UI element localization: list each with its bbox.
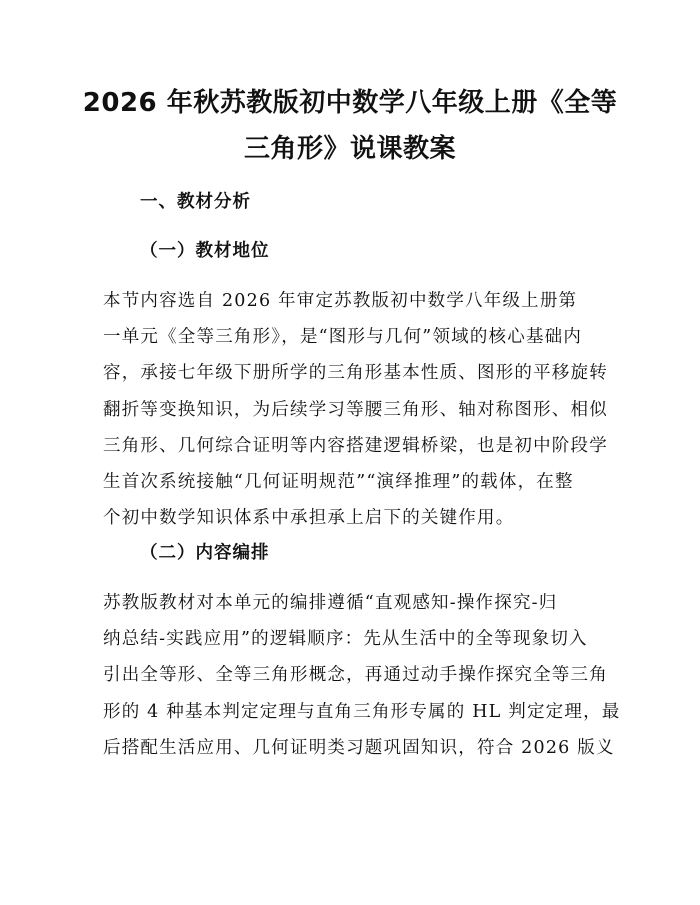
paragraph-line: 本节内容选自 2026 年审定苏教版初中数学八年级上册第 (103, 291, 578, 311)
paragraph-line: 个初中数学知识体系中承担承上启下的关键作用。 (103, 508, 515, 529)
subsection-heading-material-status: （一）教材地位 (140, 241, 270, 261)
paragraph-line: 引出全等形、全等三角形概念，再通过动手操作探究全等三角 (103, 665, 608, 686)
paragraph-line: 翻折等变换知识，为后续学习等腰三角形、轴对称图形、相似 (103, 399, 608, 420)
paragraph-line: 一单元《全等三角形》，是“图形与几何”领域的核心基础内 (103, 327, 583, 348)
paragraph-line: 纳总结-实践应用”的逻辑顺序：先从生活中的全等现象切入 (103, 629, 588, 650)
paragraph-line: 三角形、几何综合证明等内容搭建逻辑桥梁，也是初中阶段学 (103, 435, 608, 456)
paragraph-content-arrangement (103, 585, 621, 766)
document-title-line-2: 三角形》说课教案 (243, 134, 456, 164)
subsection-heading-content-arrangement: （二）内容编排 (140, 543, 270, 563)
paragraph-material-status (103, 283, 608, 536)
document-title-line-1: 2026 年秋苏教版初中数学八年级上册《全等 (82, 88, 618, 118)
section-heading-teaching-material-analysis: 一、教材分析 (140, 192, 251, 212)
paragraph-line: 形的 4 种基本判定定理与直角三角形专属的 HL 判定定理，最 (103, 701, 621, 722)
paragraph-line: 生首次系统接触“几何证明规范”“演绎推理”的载体，在整 (103, 471, 574, 492)
paragraph-line: 后搭配生活应用、几何证明类习题巩固知识，符合 2026 版义 (103, 737, 615, 758)
paragraph-line: 苏教版教材对本单元的编排遵循“直观感知-操作探究-归 (103, 593, 558, 613)
paragraph-line: 容，承接七年级下册所学的三角形基本性质、图形的平移旋转 (103, 363, 608, 384)
